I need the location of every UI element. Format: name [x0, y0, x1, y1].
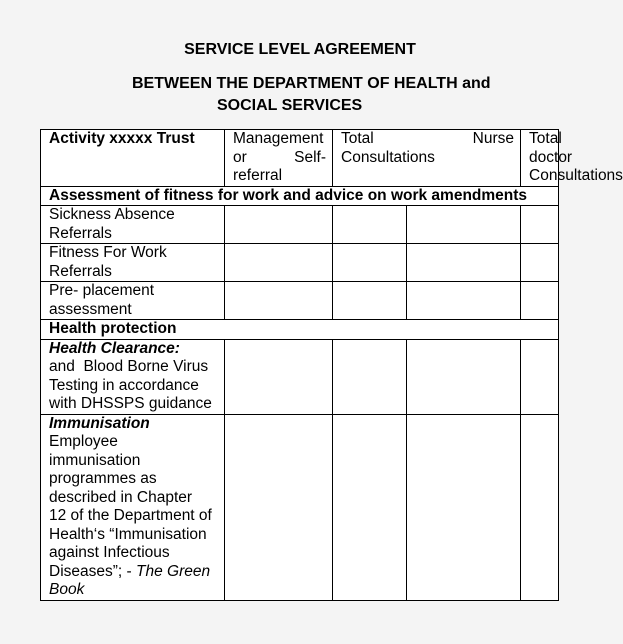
table-row [41, 414, 559, 600]
header-management [225, 130, 333, 187]
row-label-line: Pre- placement [49, 282, 155, 299]
row-pre-placement [41, 282, 225, 320]
section-fitness-label: Assessment of fitness for work and advice on work amendments [41, 186, 559, 206]
health-clearance-line3: with DHSSPS guidance [49, 395, 212, 412]
health-clearance-line2: Testing in accordance [49, 376, 199, 394]
cell-doctor-a[interactable] [407, 244, 521, 282]
row-label-line: Fitness For Work [49, 244, 167, 261]
row-label-line: Referrals [49, 224, 112, 242]
header-nurse-line2: Consultations [341, 148, 435, 166]
row-immunisation [41, 414, 225, 600]
immunisation-line8 [49, 563, 218, 582]
row-health-clearance [41, 339, 225, 414]
header-management-line2: or Self- [233, 148, 326, 166]
cell-doctor-b[interactable] [521, 206, 559, 244]
document-subtitle-line1: BETWEEN THE DEPARTMENT OF HEALTH and [132, 75, 491, 92]
row-label-line: Sickness Absence [49, 206, 175, 223]
header-nurse-line1: Total Nurse [341, 130, 515, 147]
table-row [41, 282, 559, 320]
cell-management[interactable] [225, 282, 333, 320]
row-sickness-absence [41, 206, 225, 244]
immunisation-line4: described in Chapter [49, 488, 193, 506]
header-activity [41, 130, 225, 187]
row-fitness-for-work [41, 244, 225, 282]
cell-nurse-a[interactable] [333, 339, 407, 414]
cell-management[interactable] [225, 206, 333, 244]
cell-nurse-a[interactable] [333, 206, 407, 244]
cell-nurse-a[interactable] [333, 282, 407, 320]
header-doctor-line1: Total doctor [529, 130, 573, 166]
immunisation-line1: Employee [49, 433, 118, 450]
header-nurse [333, 130, 521, 187]
immunisation-line5: 12 of the Department of [49, 507, 212, 524]
immunisation-line6: Health‘s “Immunisation [49, 525, 207, 543]
header-doctor-line2: Consultations [529, 167, 623, 184]
cell-nurse-a[interactable] [333, 414, 407, 600]
immunisation-line3: programmes as [49, 470, 157, 487]
immunisation-line2: immunisation [49, 451, 141, 469]
document-title: SERVICE LEVEL AGREEMENT [184, 41, 416, 58]
cell-nurse-a[interactable] [333, 244, 407, 282]
cell-doctor-b[interactable] [521, 339, 559, 414]
section-row-health [41, 320, 559, 340]
immunisation-heading: Immunisation [49, 414, 150, 432]
service-level-table [40, 129, 623, 601]
cell-management[interactable] [225, 339, 333, 414]
table-row [41, 244, 559, 282]
cell-doctor-a[interactable] [407, 414, 521, 600]
cell-doctor-b[interactable] [521, 244, 559, 282]
cell-management[interactable] [225, 244, 333, 282]
table-row [41, 339, 559, 414]
immunisation-line8-italic: The Green [136, 562, 211, 580]
header-management-line3: referral [233, 167, 283, 184]
cell-doctor-b[interactable] [521, 414, 559, 600]
cell-doctor-a[interactable] [407, 282, 521, 320]
section-health-label: Health protection [41, 320, 559, 340]
cell-doctor-b[interactable] [521, 282, 559, 320]
section-row-fitness [41, 186, 559, 206]
table-row [41, 206, 559, 244]
immunisation-line8-normal: Diseases”; - [49, 562, 136, 580]
row-label-line: Referrals [49, 262, 112, 280]
row-label-line: assessment [49, 300, 132, 318]
header-activity-label: Activity xxxxx Trust [49, 130, 195, 147]
table-header-row [41, 130, 559, 187]
immunisation-line9: Book [49, 581, 85, 598]
document-subtitle-line2: SOCIAL SERVICES [217, 97, 363, 114]
health-clearance-line1: and Blood Borne Virus [49, 358, 209, 375]
cell-doctor-a[interactable] [407, 206, 521, 244]
cell-doctor-a[interactable] [407, 339, 521, 414]
cell-management[interactable] [225, 414, 333, 600]
header-doctor [521, 130, 623, 187]
immunisation-line7: against Infectious [49, 544, 170, 561]
health-clearance-heading: Health Clearance: [49, 339, 180, 357]
header-management-line1: Management [233, 130, 324, 147]
